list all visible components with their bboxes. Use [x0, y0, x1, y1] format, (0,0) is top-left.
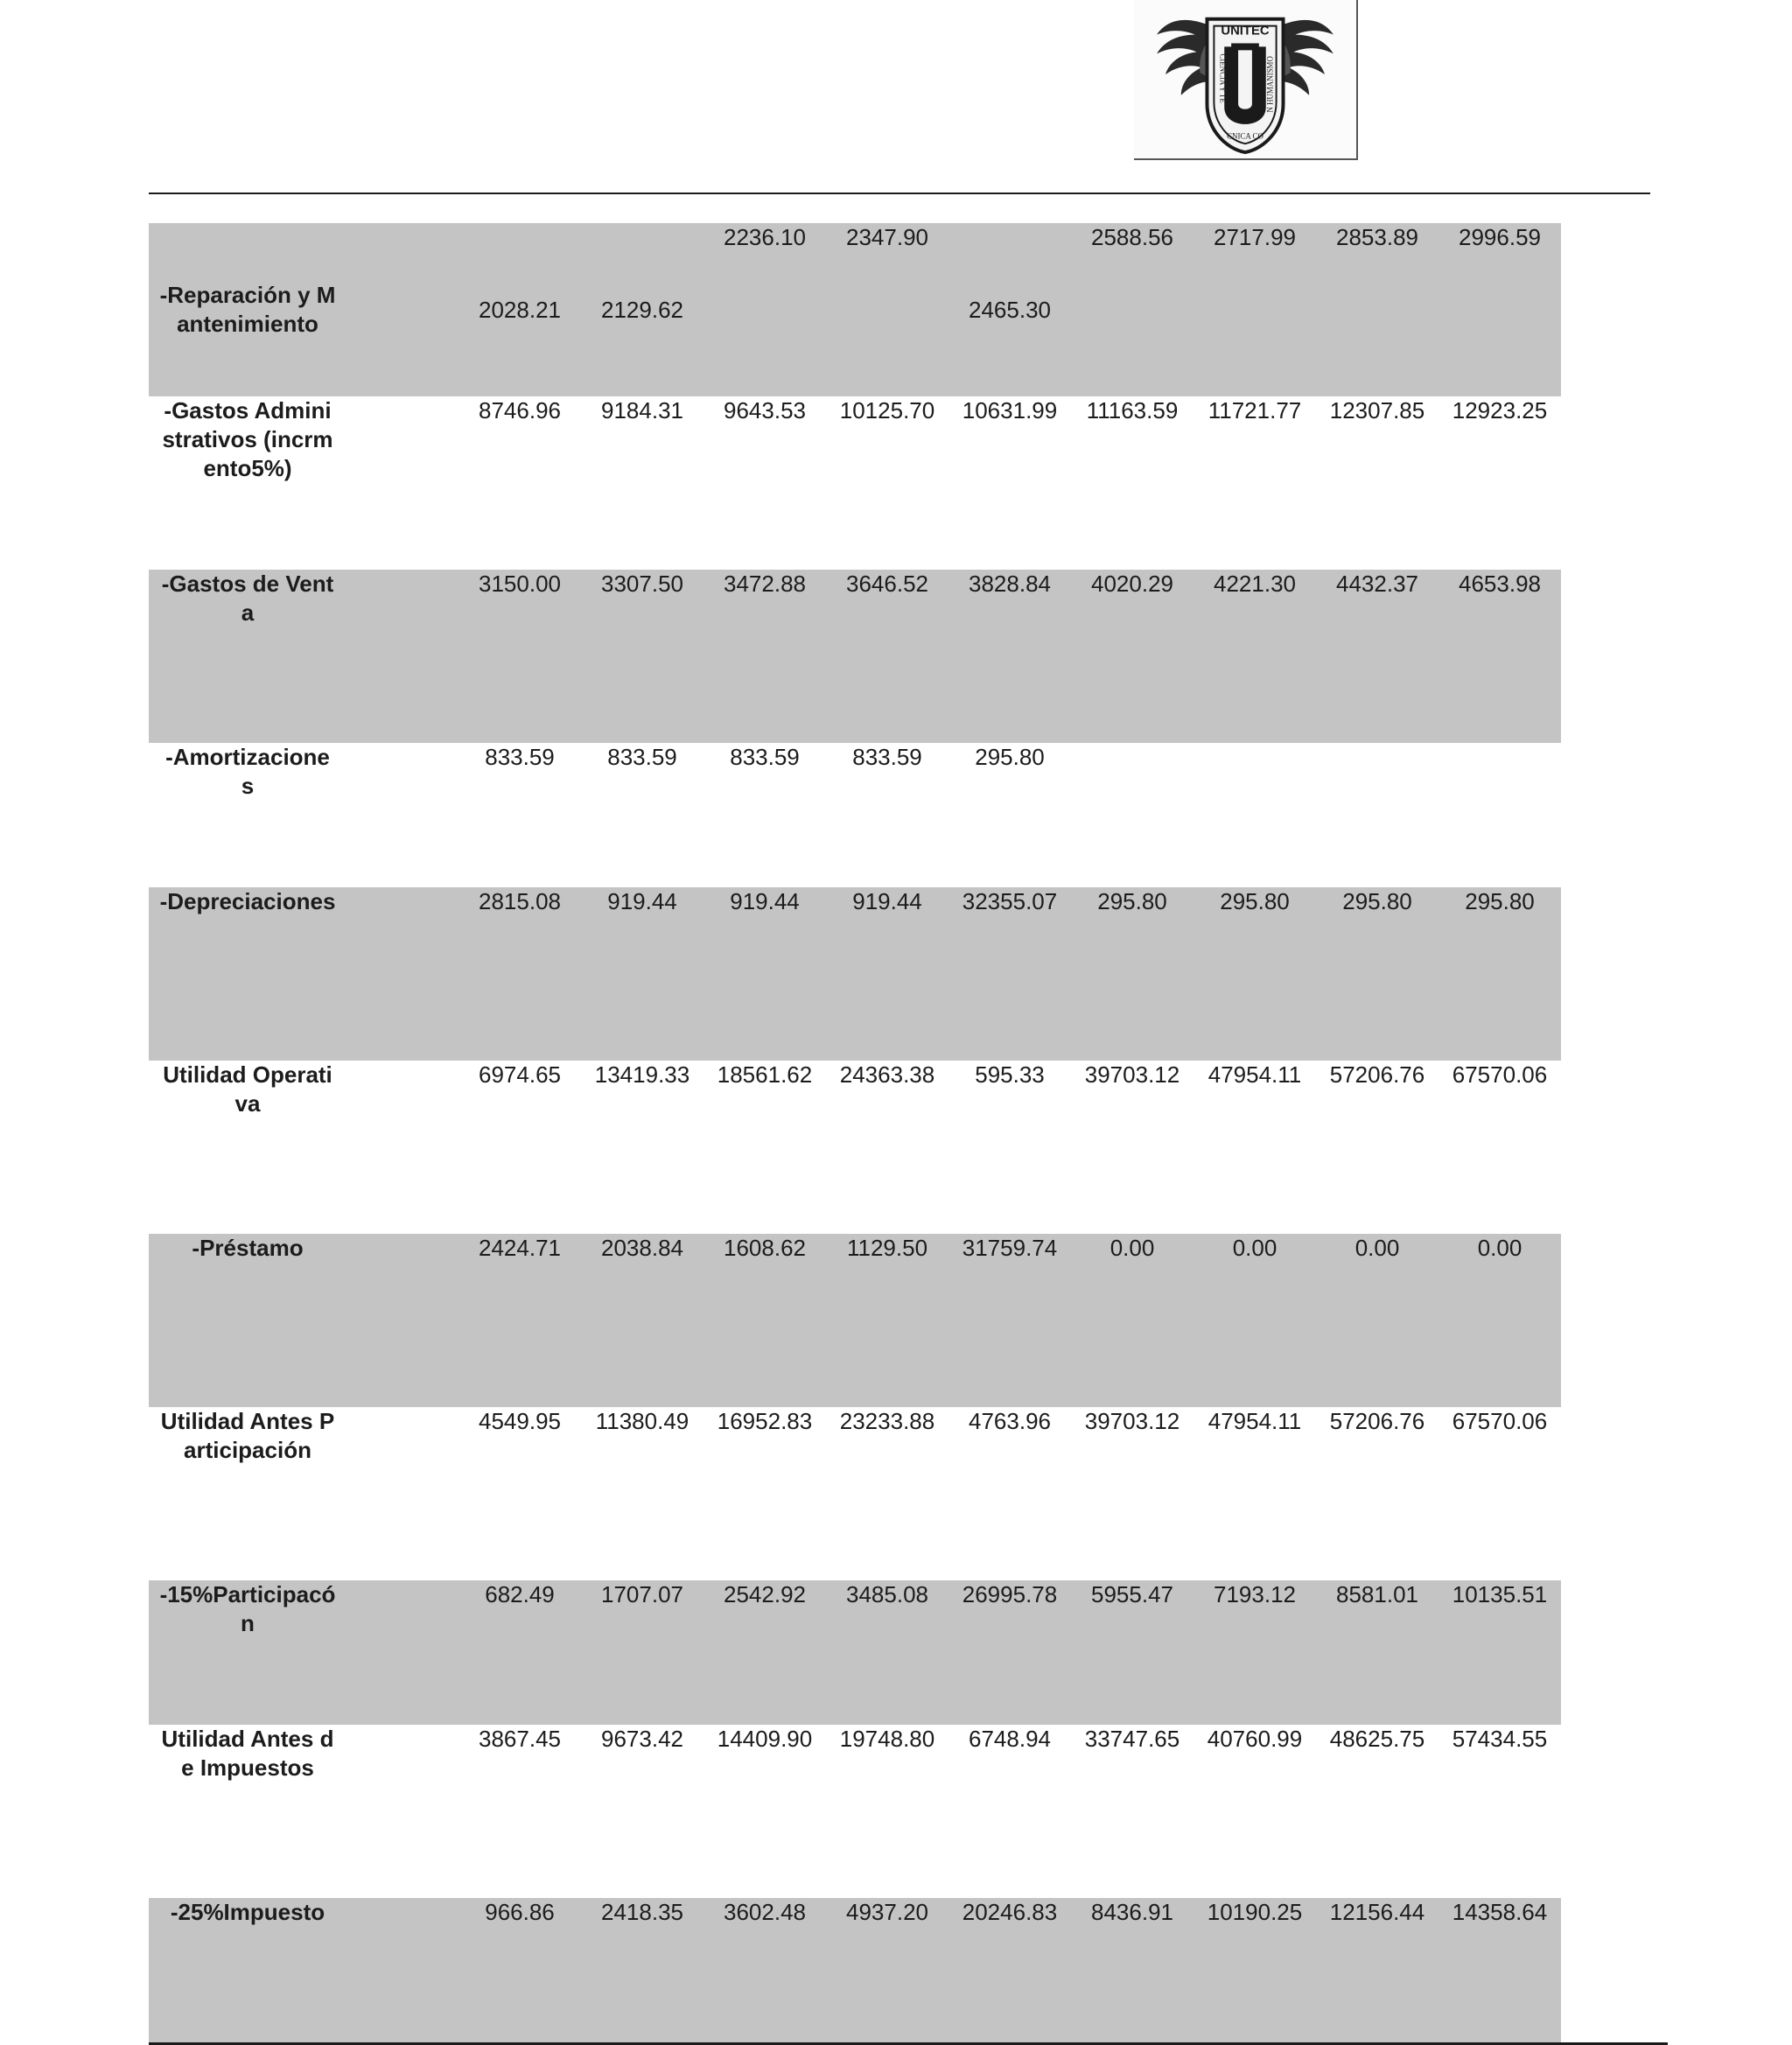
value-cell — [336, 887, 458, 1061]
value-cell: 4763.96 — [969, 1408, 1051, 1434]
value-cell: 67570.06 — [1452, 1061, 1548, 1088]
value-cell: 57206.76 — [1329, 1408, 1425, 1434]
empty-cell — [1561, 1725, 1668, 1898]
value-cell: 2588.56 — [1071, 223, 1194, 396]
value-cell: 4937.20 — [826, 1898, 948, 2044]
value-cell: 18561.62 — [717, 1061, 813, 1088]
value-cell: 9643.53 — [724, 397, 806, 424]
table-row — [149, 1725, 1668, 1898]
value-cell: 2038.84 — [581, 1234, 704, 1407]
value-cell: 295.80 — [1071, 887, 1194, 1061]
value-cell — [336, 396, 458, 570]
value-cell: 10631.99 — [962, 397, 1058, 424]
empty-cell — [1561, 223, 1668, 396]
table-row — [149, 570, 1668, 743]
value-cell: 1707.07 — [581, 1580, 704, 1725]
value-cell: 3307.50 — [581, 570, 704, 743]
table-row — [149, 1580, 1668, 1725]
logo-name: UNITEC — [1221, 24, 1270, 39]
value-cell: 10125.70 — [839, 397, 935, 424]
value-cell: 2717.99 — [1194, 223, 1316, 396]
value-cell: 39703.12 — [1084, 1061, 1180, 1088]
value-cell: 0.00 — [1194, 1234, 1316, 1407]
value-cell: 8581.01 — [1316, 1580, 1438, 1725]
value-cell: 3472.88 — [704, 570, 826, 743]
value-cell: 12307.85 — [1329, 397, 1425, 424]
value-cell: 40760.99 — [1207, 1726, 1303, 1752]
value-cell: 4653.98 — [1438, 570, 1561, 743]
value-cell: 26995.78 — [948, 1580, 1071, 1725]
value-cell: 19748.80 — [839, 1726, 935, 1752]
header-rule — [149, 193, 1650, 194]
value-cell: 0.00 — [1438, 1234, 1561, 1407]
row-label: -Reparación y Mantenimiento — [149, 223, 336, 396]
table-row — [149, 223, 1668, 396]
value-cell: 2424.71 — [458, 1234, 581, 1407]
value-cell: 7193.12 — [1194, 1580, 1316, 1725]
value-cell: 10190.25 — [1194, 1898, 1316, 2044]
empty-cell — [1561, 396, 1668, 570]
value-cell: 32355.07 — [948, 887, 1071, 1061]
value-cell: 67570.06 — [1452, 1408, 1548, 1434]
value-cell: 2542.92 — [704, 1580, 826, 1725]
value-cell: 57434.55 — [1452, 1726, 1548, 1752]
value-cell: 1608.62 — [704, 1234, 826, 1407]
logo-motto-left: CIENCIA Y TE — [1218, 53, 1228, 103]
value-cell: 33747.65 — [1084, 1726, 1180, 1752]
value-cell: 3485.08 — [826, 1580, 948, 1725]
value-cell: 39703.12 — [1084, 1408, 1180, 1434]
value-cell: 16952.83 — [717, 1408, 813, 1434]
value-cell: 3150.00 — [458, 570, 581, 743]
row-label: Utilidad Antes Participación — [160, 1408, 335, 1463]
value-cell: 966.86 — [458, 1898, 581, 2044]
row-label: -Amortizaciones — [165, 744, 330, 799]
value-cell: 9184.31 — [601, 397, 683, 424]
table-row — [149, 1407, 1668, 1580]
value-cell: 2129.62 — [581, 223, 704, 396]
value-cell: 8436.91 — [1071, 1898, 1194, 2044]
value-cell: 4432.37 — [1316, 570, 1438, 743]
value-cell — [336, 1898, 458, 2044]
logo-motto-bottom: CNICA CO — [1227, 131, 1264, 141]
logo-motto-right: N HUMANISMO — [1265, 56, 1275, 113]
value-cell: 47954.11 — [1208, 1061, 1302, 1088]
value-cell: 0.00 — [1071, 1234, 1194, 1407]
row-label: -25%Impuesto — [149, 1898, 336, 2044]
value-cell: 11163.59 — [1086, 397, 1179, 424]
value-cell — [336, 570, 458, 743]
value-cell: 295.80 — [1194, 887, 1316, 1061]
value-cell: 13419.33 — [594, 1061, 690, 1088]
table-row — [149, 1898, 1668, 2044]
value-cell: 3602.48 — [704, 1898, 826, 2044]
value-cell: 2996.59 — [1438, 223, 1561, 396]
value-cell: 2236.10 — [704, 223, 826, 396]
value-cell: 2028.21 — [458, 223, 581, 396]
value-cell: 595.33 — [975, 1061, 1045, 1088]
value-cell: 47954.11 — [1208, 1408, 1302, 1434]
value-cell — [336, 1580, 458, 1725]
empty-cell — [1561, 570, 1668, 743]
value-cell: 4221.30 — [1194, 570, 1316, 743]
value-cell: 20246.83 — [948, 1898, 1071, 2044]
value-cell: 2465.30 — [948, 223, 1071, 396]
table-row — [149, 743, 1668, 887]
empty-cell — [1561, 1580, 1668, 1725]
value-cell — [1194, 743, 1316, 887]
value-cell: 8746.96 — [479, 397, 561, 424]
value-cell: 1129.50 — [826, 1234, 948, 1407]
empty-cell — [1561, 1407, 1668, 1580]
value-cell: 2418.35 — [581, 1898, 704, 2044]
value-cell — [336, 1407, 458, 1580]
unitec-logo — [1134, 0, 1358, 160]
value-cell: 4549.95 — [479, 1408, 561, 1434]
value-cell: 31759.74 — [948, 1234, 1071, 1407]
table-row — [149, 887, 1668, 1061]
value-cell: 12923.25 — [1452, 397, 1548, 424]
empty-cell — [1561, 887, 1668, 1061]
value-cell: 682.49 — [458, 1580, 581, 1725]
value-cell: 11380.49 — [595, 1408, 690, 1434]
value-cell: 3646.52 — [826, 570, 948, 743]
value-cell: 833.59 — [852, 744, 922, 770]
row-label: -Gastos de Venta — [149, 570, 336, 743]
value-cell: 833.59 — [730, 744, 800, 770]
value-cell: 833.59 — [485, 744, 555, 770]
table-row — [149, 1061, 1668, 1234]
value-cell: 4020.29 — [1071, 570, 1194, 743]
value-cell: 14358.64 — [1438, 1898, 1561, 2044]
table-row — [149, 396, 1668, 570]
value-cell: 48625.75 — [1329, 1726, 1425, 1752]
row-label: -Préstamo — [149, 1234, 336, 1407]
value-cell — [336, 1061, 458, 1234]
value-cell — [1438, 743, 1561, 887]
value-cell: 295.80 — [975, 744, 1045, 770]
value-cell: 919.44 — [704, 887, 826, 1061]
row-label: -Depreciaciones — [149, 887, 336, 1061]
value-cell: 919.44 — [581, 887, 704, 1061]
value-cell: 23233.88 — [839, 1408, 935, 1434]
value-cell: 3828.84 — [948, 570, 1071, 743]
value-cell: 6974.65 — [479, 1061, 561, 1088]
value-cell: 57206.76 — [1329, 1061, 1425, 1088]
value-cell: 3867.45 — [479, 1726, 561, 1752]
value-cell — [336, 743, 458, 887]
row-label: Utilidad Operativa — [163, 1061, 332, 1117]
value-cell — [1316, 743, 1438, 887]
value-cell — [336, 1725, 458, 1898]
financial-table — [149, 223, 1668, 2045]
value-cell: 2347.90 — [826, 223, 948, 396]
value-cell: 919.44 — [826, 887, 948, 1061]
row-label: Utilidad Antes de Impuestos — [161, 1726, 334, 1781]
row-label: -15%Participacón — [149, 1580, 336, 1725]
value-cell: 10135.51 — [1438, 1580, 1561, 1725]
value-cell: 24363.38 — [839, 1061, 935, 1088]
value-cell: 9673.42 — [601, 1726, 683, 1752]
value-cell: 833.59 — [607, 744, 677, 770]
value-cell: 14409.90 — [717, 1726, 813, 1752]
value-cell: 12156.44 — [1316, 1898, 1438, 2044]
value-cell — [336, 223, 458, 396]
empty-cell — [1561, 1234, 1668, 1407]
value-cell: 295.80 — [1316, 887, 1438, 1061]
table-row — [149, 1234, 1668, 1407]
value-cell — [336, 1234, 458, 1407]
value-cell: 5955.47 — [1071, 1580, 1194, 1725]
value-cell: 2815.08 — [458, 887, 581, 1061]
empty-cell — [1561, 1898, 1668, 2044]
value-cell: 295.80 — [1438, 887, 1561, 1061]
empty-cell — [1561, 1061, 1668, 1234]
value-cell: 6748.94 — [969, 1726, 1051, 1752]
value-cell — [1071, 743, 1194, 887]
value-cell: 0.00 — [1316, 1234, 1438, 1407]
row-label: -Gastos Administrativos (incrmento5%) — [162, 397, 333, 481]
value-cell: 2853.89 — [1316, 223, 1438, 396]
value-cell: 11721.77 — [1208, 397, 1302, 424]
empty-cell — [1561, 743, 1668, 887]
